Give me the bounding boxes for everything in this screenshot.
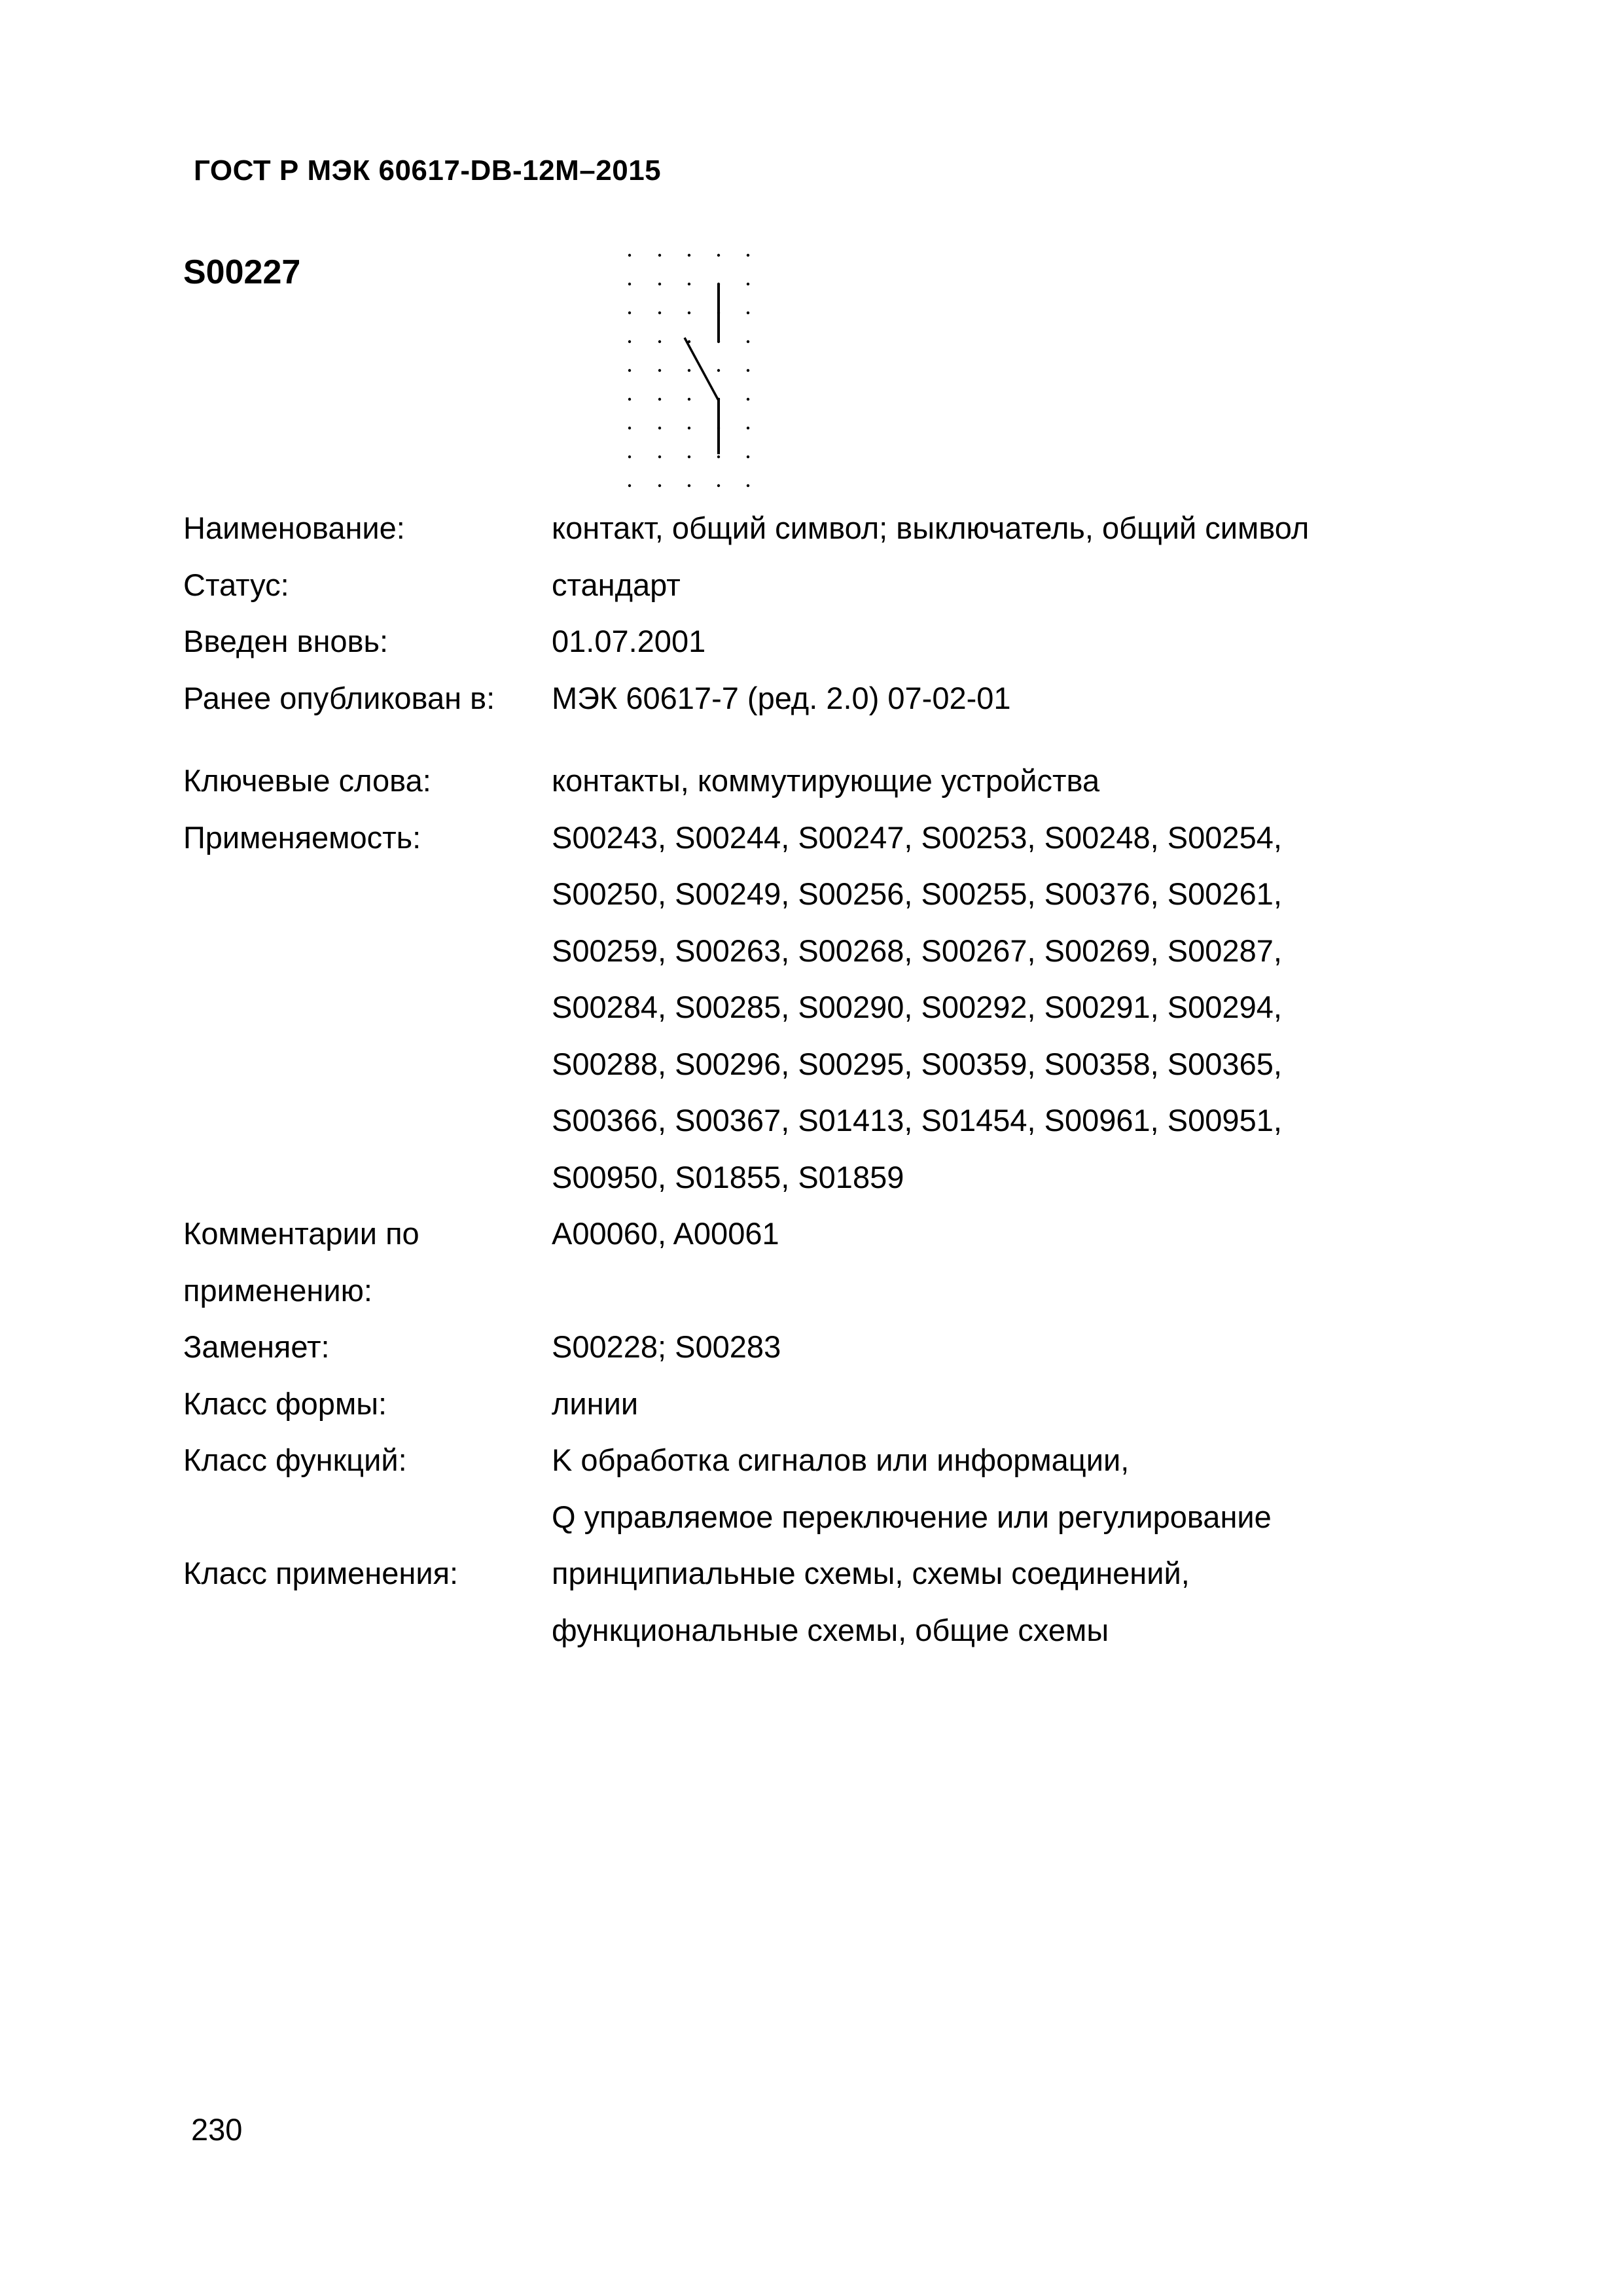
grid-dot bbox=[658, 340, 661, 343]
grid-dot bbox=[688, 254, 690, 257]
grid-dot bbox=[688, 484, 690, 487]
property-value bbox=[552, 1376, 1427, 1433]
grid-dot bbox=[688, 456, 690, 458]
property-value-line: линии bbox=[552, 1386, 639, 1421]
properties-list bbox=[183, 500, 1427, 1659]
symbol-id: S00227 bbox=[183, 253, 301, 291]
property-label: Статус: bbox=[183, 567, 289, 602]
property-value-line: S00950, S01855, S01859 bbox=[552, 1159, 904, 1194]
property-value bbox=[552, 557, 1427, 614]
grid-dot bbox=[747, 254, 749, 257]
property-value-line: S00243, S00244, S00247, S00253, S00248, S00254, bbox=[552, 819, 1282, 855]
property-value-line: K обработка сигналов или информации, bbox=[552, 1443, 1130, 1477]
property-value bbox=[552, 613, 1427, 670]
property-value bbox=[552, 500, 1427, 557]
property-label: Заменяет: bbox=[183, 1329, 330, 1364]
property-value-line: 01.07.2001 bbox=[552, 624, 706, 658]
grid-dot bbox=[628, 398, 631, 401]
grid-dot bbox=[717, 369, 720, 372]
property-label: Введен вновь: bbox=[183, 624, 389, 658]
grid-dot bbox=[747, 398, 749, 401]
grid-dot bbox=[747, 283, 749, 285]
property-row bbox=[183, 1432, 1427, 1545]
document-header: ГОСТ Р МЭК 60617-DB-12M–2015 bbox=[194, 154, 662, 187]
property-row bbox=[183, 613, 1427, 670]
property-value-line: S00288, S00296, S00295, S00359, S00358, S00365, bbox=[552, 1046, 1282, 1081]
grid-dot bbox=[628, 312, 631, 314]
property-row bbox=[183, 557, 1427, 614]
grid-dot bbox=[628, 484, 631, 487]
grid-dot bbox=[658, 484, 661, 487]
grid-dot bbox=[747, 427, 749, 429]
property-row bbox=[183, 1206, 1427, 1319]
property-row bbox=[183, 1319, 1427, 1376]
grid-dot bbox=[747, 340, 749, 343]
property-value-line: Q управляемое переключение или регулирование bbox=[552, 1499, 1272, 1534]
property-value bbox=[552, 1432, 1427, 1545]
property-value-line: S00366, S00367, S01413, S01454, S00961, S00951, bbox=[552, 1103, 1282, 1138]
property-label: Ключевые слова: bbox=[183, 763, 431, 798]
grid-dot bbox=[628, 254, 631, 257]
grid-dot bbox=[658, 427, 661, 429]
property-value-line: контакты, коммутирующие устройства bbox=[552, 763, 1100, 798]
grid-dot bbox=[658, 283, 661, 285]
property-value bbox=[552, 1319, 1427, 1376]
property-row bbox=[183, 753, 1427, 810]
property-value bbox=[552, 753, 1427, 810]
property-value-line: S00250, S00249, S00256, S00255, S00376, S00261, bbox=[552, 876, 1282, 911]
property-value-line: принципиальные схемы, схемы соединений, bbox=[552, 1556, 1190, 1590]
grid-dot bbox=[628, 283, 631, 285]
grid-dot bbox=[688, 312, 690, 314]
grid-dot bbox=[658, 398, 661, 401]
property-label: Наименование: bbox=[183, 511, 405, 545]
grid-dot bbox=[747, 484, 749, 487]
grid-dot bbox=[658, 254, 661, 257]
switch-contact-symbol-icon bbox=[615, 246, 759, 491]
grid-dot bbox=[717, 254, 720, 257]
grid-dot bbox=[628, 427, 631, 429]
property-label: Класс применения: bbox=[183, 1556, 459, 1590]
grid-dot bbox=[747, 312, 749, 314]
property-row bbox=[183, 670, 1427, 727]
property-value-line: S00284, S00285, S00290, S00292, S00291, S00294, bbox=[552, 990, 1282, 1024]
property-value-line: S00228; S00283 bbox=[552, 1329, 781, 1364]
grid-dot bbox=[717, 484, 720, 487]
property-row bbox=[183, 1376, 1427, 1433]
property-value bbox=[552, 1206, 1427, 1263]
property-value-line: контакт, общий символ; выключатель, общий символ bbox=[552, 511, 1310, 545]
property-label: Класс формы: bbox=[183, 1386, 387, 1421]
property-row bbox=[183, 500, 1427, 557]
grid-dot bbox=[747, 369, 749, 372]
property-value-line: A00060, A00061 bbox=[552, 1216, 779, 1251]
property-row bbox=[183, 1545, 1427, 1659]
grid-dot bbox=[717, 456, 720, 458]
property-label: Ранее опубликован в: bbox=[183, 680, 495, 715]
grid-dot bbox=[688, 427, 690, 429]
property-value bbox=[552, 810, 1427, 1206]
property-row bbox=[183, 810, 1427, 1206]
page-number: 230 bbox=[191, 2112, 243, 2147]
property-value bbox=[552, 670, 1427, 727]
grid-dot bbox=[658, 456, 661, 458]
property-value-line: S00259, S00263, S00268, S00267, S00269, S00287, bbox=[552, 933, 1282, 968]
property-label: Класс функций: bbox=[183, 1443, 407, 1477]
grid-dot bbox=[747, 456, 749, 458]
grid-dot bbox=[688, 398, 690, 401]
property-label: Комментарии по применению: bbox=[183, 1216, 419, 1308]
grid-dot bbox=[688, 283, 690, 285]
property-value-line: стандарт bbox=[552, 567, 681, 602]
grid-dot bbox=[628, 340, 631, 343]
property-label: Применяемость: bbox=[183, 819, 421, 855]
grid-dot bbox=[658, 369, 661, 372]
grid-dot bbox=[688, 369, 690, 372]
property-value-line: МЭК 60617-7 (ред. 2.0) 07-02-01 bbox=[552, 680, 1011, 715]
property-value-line: функциональные схемы, общие схемы bbox=[552, 1612, 1109, 1647]
grid-dot bbox=[628, 369, 631, 372]
grid-dot bbox=[628, 456, 631, 458]
property-value bbox=[552, 1545, 1427, 1659]
grid-dot bbox=[658, 312, 661, 314]
